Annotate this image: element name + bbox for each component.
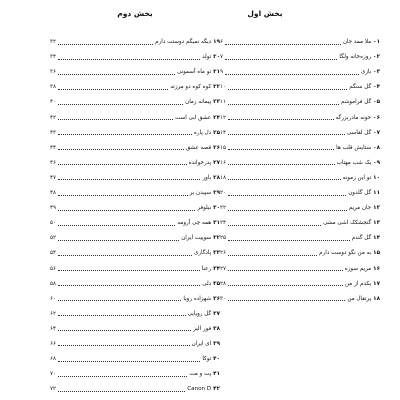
entry-number: ۱۲ <box>373 205 380 212</box>
entry-page-number: ۱۴ <box>220 129 227 136</box>
dot-leader <box>58 210 195 211</box>
toc-entry[interactable] <box>220 273 380 288</box>
entry-number: ۳۹ <box>213 340 220 347</box>
dot-leader <box>228 210 347 211</box>
toc-entry[interactable] <box>50 197 220 212</box>
entry-title: عشق ابی است <box>175 114 212 121</box>
entry-page-number: ۷ <box>220 54 224 61</box>
entry-page-number: ۱۲ <box>220 114 227 121</box>
dot-leader <box>228 149 334 150</box>
entry-number: ۰۹ <box>373 159 380 166</box>
toc-entry[interactable] <box>50 363 220 378</box>
entry-number: ۲۲ <box>213 84 220 91</box>
entry-page-number: ۳۰ <box>220 295 227 302</box>
dot-leader <box>228 300 345 301</box>
entry-page-number: ۱۸ <box>220 174 227 181</box>
entry-page-number: ۷۰ <box>50 371 57 378</box>
dot-leader <box>228 104 339 105</box>
toc-entry[interactable] <box>220 257 380 272</box>
entry-page-number: ۴۳ <box>50 129 57 136</box>
entry-title: پادگاری <box>193 250 212 257</box>
toc-entry[interactable] <box>220 46 380 61</box>
dot-leader <box>228 195 346 196</box>
dot-leader <box>58 119 173 120</box>
entry-page-number: ۲۰ <box>220 190 227 197</box>
toc-entry[interactable] <box>50 348 220 363</box>
toc-entry[interactable] <box>50 288 220 303</box>
entry-number: ۲۳ <box>213 99 220 106</box>
entry-page-number: ۴۴ <box>50 144 57 151</box>
toc-entry[interactable] <box>50 227 220 242</box>
entry-title: به من نگو دوست دارم <box>319 250 372 257</box>
entry-title: شهزاده رویا <box>183 295 212 302</box>
entry-title: رعنا <box>201 265 212 272</box>
toc-entry[interactable] <box>220 106 380 121</box>
entry-number: ۲۵ <box>213 129 220 136</box>
entry-page-number: ۷۲ <box>50 386 57 393</box>
entry-page-number: ۴۷ <box>50 174 57 181</box>
entry-title: باور <box>202 174 212 181</box>
entry-title: قصه عشق <box>185 144 212 151</box>
entry-number: ۳۵ <box>213 280 220 287</box>
toc-entry[interactable] <box>50 61 220 76</box>
entry-page-number: ۵۸ <box>50 280 57 287</box>
entry-title: گنجشکک اشی مشی <box>323 220 372 227</box>
entry-page-number: ۴۰ <box>50 99 57 106</box>
toc-entry[interactable] <box>220 242 380 257</box>
entry-number: ۲۰ <box>213 54 220 61</box>
dot-leader <box>58 59 200 60</box>
entry-number: ۳۰ <box>213 205 220 212</box>
dot-leader <box>228 285 343 286</box>
entry-page-number: ۳۸ <box>50 84 57 91</box>
entry-page-number: ۱۱ <box>220 99 227 106</box>
section-1 <box>220 8 380 303</box>
dot-leader <box>228 225 321 226</box>
entry-number: ۱۳ <box>373 220 380 227</box>
entry-title: دل پاره <box>193 129 212 136</box>
entry-number: ۲۴ <box>213 114 220 121</box>
dot-leader <box>58 300 181 301</box>
entry-page-number: ۵۰ <box>50 220 57 227</box>
entry-number: ۱۴ <box>373 235 380 242</box>
dot-leader <box>58 361 200 362</box>
entry-title: گل سنگم <box>349 84 372 91</box>
dot-leader <box>58 330 191 331</box>
dot-leader <box>58 255 192 256</box>
entry-number: ۰۷ <box>373 129 380 136</box>
entry-title: یکدم از من <box>345 280 372 287</box>
entry-number: ۴۱ <box>213 371 220 378</box>
entry-title: کوه کوه دو مرزته <box>170 84 212 91</box>
dot-leader <box>228 255 317 256</box>
toc-entry[interactable] <box>220 91 380 106</box>
toc-entry[interactable] <box>50 378 220 393</box>
entry-page-number: ۱۰ <box>220 84 227 91</box>
entry-number: ۳۶ <box>213 295 220 302</box>
entry-number: ۳۸ <box>213 325 220 332</box>
entry-page-number: ۳۶ <box>50 69 57 76</box>
entry-page-number: ۲۶ <box>220 250 227 257</box>
dot-leader <box>58 195 188 196</box>
entry-page-number: ۴۹ <box>50 205 57 212</box>
toc-entry[interactable] <box>50 31 220 46</box>
entry-page-number: ۶ <box>220 39 224 46</box>
entry-page-number: ۳۲ <box>50 39 57 46</box>
entry-page-number: ۵۴ <box>50 250 57 257</box>
dot-leader <box>228 164 335 165</box>
entry-page-number: ۲۸ <box>220 280 227 287</box>
entry-number: ۲۶ <box>213 144 220 151</box>
entry-title: بازی <box>360 69 372 76</box>
entry-title: همه چی آرومه <box>177 220 212 227</box>
dot-leader <box>225 59 337 60</box>
toc-entry[interactable] <box>50 212 220 227</box>
dot-leader <box>58 179 200 180</box>
entry-title: روزه‌خانه ولگا <box>339 54 372 61</box>
toc-entry[interactable] <box>50 182 220 197</box>
entry-title: سوییت ایران <box>181 235 212 242</box>
dot-leader <box>228 89 347 90</box>
entry-number: ۱۹ <box>213 39 220 46</box>
dot-leader <box>228 179 341 180</box>
toc-entry[interactable] <box>50 303 220 318</box>
entry-page-number: ۹ <box>220 69 224 76</box>
dot-leader <box>58 391 185 392</box>
entry-number: ۳۱ <box>213 220 220 227</box>
dot-leader <box>58 104 183 105</box>
dot-leader <box>58 225 175 226</box>
toc-entry[interactable] <box>50 242 220 257</box>
entry-number: ۴۲ <box>213 386 220 393</box>
entry-number: ۰۱ <box>373 39 380 46</box>
entry-page-number: ۴۸ <box>50 190 57 197</box>
toc-entry[interactable] <box>50 91 220 106</box>
dot-leader <box>58 376 187 377</box>
entry-page-number: ۲۲ <box>220 205 227 212</box>
toc-entry[interactable] <box>220 182 380 197</box>
entry-number: ۱۵ <box>373 250 380 257</box>
dot-leader <box>58 74 175 75</box>
entry-number: ۱۷ <box>373 280 380 287</box>
section-1-title: بخش اول <box>247 9 283 18</box>
entry-title: یک شب مهتاب <box>336 159 372 166</box>
entry-title: گل رویایی <box>187 310 212 317</box>
dot-leader <box>58 240 179 241</box>
entry-title: گل لقاسی <box>346 129 372 136</box>
toc-entry[interactable] <box>220 137 380 152</box>
entry-page-number: ۲۵ <box>220 235 227 242</box>
dot-leader <box>225 74 359 75</box>
entry-page-number: ۶۲ <box>50 310 57 317</box>
entry-page-number: ۳۴ <box>50 54 57 61</box>
entry-page-number: ۱۵ <box>220 144 227 151</box>
entry-page-number: ۶۸ <box>50 356 57 363</box>
entry-number: ۱۶ <box>373 265 380 272</box>
entry-page-number: ۶۴ <box>50 325 57 332</box>
entry-number: ۳۲ <box>213 235 220 242</box>
entry-page-number: ۵۲ <box>50 235 57 242</box>
entry-title: تو این زمونه <box>342 174 372 181</box>
toc-entry[interactable] <box>50 318 220 333</box>
toc-entry[interactable] <box>50 273 220 288</box>
entry-title: پت و مت <box>189 371 212 378</box>
dot-leader <box>225 44 341 45</box>
entry-number: ۲۷ <box>213 159 220 166</box>
entry-page-number: ۲۴ <box>220 220 227 227</box>
entry-number: ۲۸ <box>213 174 220 181</box>
entry-number: ۳۴ <box>213 265 220 272</box>
entry-title: تو ماه آسمونی <box>176 69 212 76</box>
toc-entry[interactable] <box>220 212 380 227</box>
toc-entry[interactable] <box>50 122 220 137</box>
entry-title: گل گندم <box>351 235 372 242</box>
section-1-entries <box>220 31 380 303</box>
dot-leader <box>58 345 190 346</box>
entry-title: دلی <box>202 280 212 287</box>
toc-entry[interactable] <box>50 76 220 91</box>
dot-leader <box>228 119 334 120</box>
entry-title: گل فراموشم <box>340 99 372 106</box>
toc-entry[interactable] <box>220 76 380 91</box>
entry-title: مریم سوزه <box>344 265 372 272</box>
entry-page-number: ۵۶ <box>50 265 57 272</box>
entry-number: ۳۳ <box>213 250 220 257</box>
entry-title: گل گلدون <box>348 190 372 197</box>
section-2 <box>50 8 220 393</box>
dot-leader <box>228 134 345 135</box>
section-2-title: بخش دوم <box>117 9 153 18</box>
entry-number: ۰۴ <box>373 84 380 91</box>
entry-number: ۰۳ <box>373 69 380 76</box>
entry-number: ۱۱ <box>373 190 380 197</box>
toc-entry[interactable] <box>220 61 380 76</box>
entry-title: Canon D <box>187 386 212 393</box>
toc-entry[interactable] <box>50 106 220 121</box>
dot-leader <box>58 285 200 286</box>
toc-entry[interactable] <box>220 197 380 212</box>
entry-page-number: ۴۶ <box>50 159 57 166</box>
entry-number: ۰۵ <box>373 99 380 106</box>
toc-entry[interactable] <box>220 122 380 137</box>
entry-page-number: ۲۷ <box>220 265 227 272</box>
entry-number: ۰۲ <box>373 54 380 61</box>
entry-title: جان مریم <box>348 205 372 212</box>
entry-number: ۰۸ <box>373 144 380 151</box>
entry-number: ۳۷ <box>213 310 220 317</box>
entry-title: توکا <box>202 356 212 363</box>
entry-title: سپیدن بر <box>189 190 212 197</box>
entry-page-number: ۶۰ <box>50 295 57 302</box>
dot-leader <box>58 164 187 165</box>
dot-leader <box>58 149 184 150</box>
toc-entry[interactable] <box>50 167 220 182</box>
entry-title: پرتقال من <box>347 295 372 302</box>
entry-page-number: ۶۶ <box>50 340 57 347</box>
dot-leader <box>228 270 343 271</box>
toc-entry[interactable] <box>50 46 220 61</box>
toc-entry[interactable] <box>50 257 220 272</box>
entry-number: ۰۶ <box>373 114 380 121</box>
entry-number: ۲۱ <box>213 69 220 76</box>
entry-number: ۱۸ <box>373 295 380 302</box>
entry-title: خونه مادربزرگه <box>335 114 372 121</box>
entry-title: پیمانه زمان <box>185 99 212 106</box>
entry-title: پدرخوانده <box>188 159 212 166</box>
toc-entry[interactable] <box>220 167 380 182</box>
entry-title: ای ایران <box>191 340 212 347</box>
dot-leader <box>58 44 153 45</box>
entry-title: فور الیز <box>193 325 212 332</box>
entry-title: نیلوفر <box>197 205 212 212</box>
entry-title: ملا ممد جان <box>342 39 372 46</box>
dot-leader <box>58 315 186 316</box>
toc-entry[interactable] <box>50 152 220 167</box>
toc-entry[interactable] <box>220 31 380 46</box>
entry-number: ۱۰ <box>373 174 380 181</box>
entry-title: دیگه نمیگم دوستت دارم <box>155 39 212 46</box>
dot-leader <box>58 270 200 271</box>
entry-number: ۴۰ <box>213 356 220 363</box>
dot-leader <box>228 240 350 241</box>
toc-entry[interactable] <box>220 288 380 303</box>
entry-title: تولد <box>202 54 212 61</box>
entry-page-number: ۴۲ <box>50 114 57 121</box>
toc-entry[interactable] <box>220 152 380 167</box>
dot-leader <box>58 89 168 90</box>
entry-number: ۲۹ <box>213 190 220 197</box>
dot-leader <box>58 134 192 135</box>
toc-entry[interactable] <box>50 333 220 348</box>
section-2-entries <box>50 31 220 393</box>
toc-entry[interactable] <box>220 227 380 242</box>
entry-page-number: ۱۶ <box>220 159 227 166</box>
toc-entry[interactable] <box>50 137 220 152</box>
entry-title: ستایش قلب ها <box>336 144 372 151</box>
